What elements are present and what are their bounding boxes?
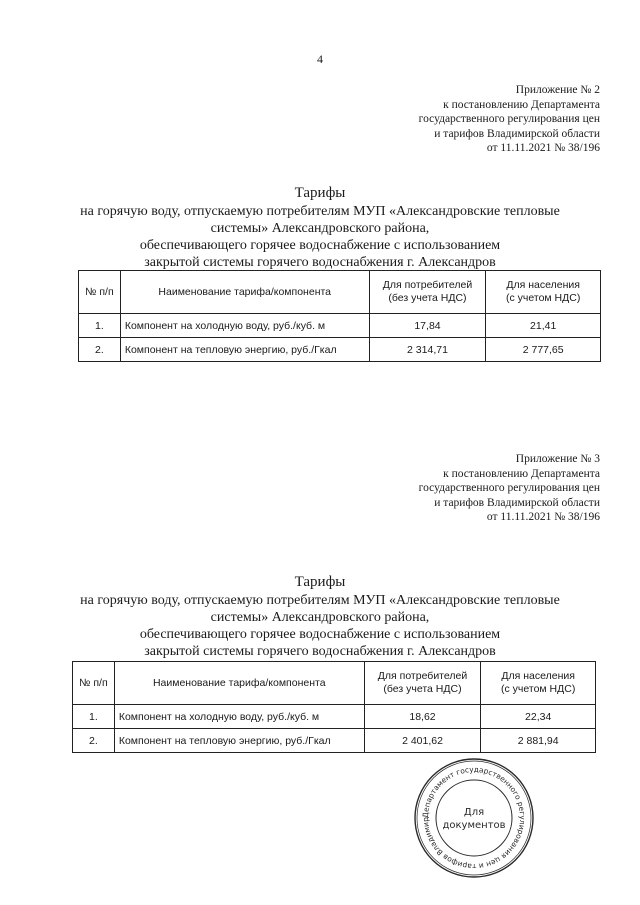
stamp-inner-ring [436, 780, 512, 856]
header-name: Наименование тарифа/компонента [120, 271, 369, 314]
appendix-line: и тарифов Владимирской области [434, 496, 600, 509]
section-line: закрытой системы горячего водоснабжения г. Александров [144, 255, 496, 270]
row-consumers-value: 18,62 [364, 705, 481, 729]
row-name: Компонент на тепловую энергию, руб./Гкал [120, 338, 369, 362]
header-consumers-line2: (без учета НДС) [383, 683, 462, 695]
appendix-title: Приложение № 3 [515, 453, 600, 465]
header-population-line1: Для населения [501, 670, 575, 682]
row-population-value: 2 777,65 [486, 338, 601, 362]
header-consumers-line1: Для потребителей [382, 279, 473, 291]
header-population-line2: (с учетом НДС) [506, 292, 581, 304]
row-num: 2. [79, 338, 121, 362]
row-num: 2. [73, 729, 115, 753]
table-header-row [79, 271, 601, 314]
header-num: № п/п [79, 271, 121, 314]
row-num: 1. [73, 705, 115, 729]
stamp-center-line2: документов [442, 820, 506, 831]
section-line: на горячую воду, отпускаемую потребителям МУП «Александровские тепловые [80, 593, 560, 608]
tariff-table-2 [78, 270, 601, 362]
row-consumers-value: 2 314,71 [369, 338, 486, 362]
appendix-3-header [419, 452, 600, 525]
tariff-table-3 [72, 661, 596, 753]
header-population [486, 271, 601, 314]
header-num: № п/п [73, 662, 115, 705]
section-title: Тарифы [294, 574, 346, 590]
section-2-heading [0, 184, 640, 271]
appendix-2-header [419, 83, 600, 156]
section-line: обеспечивающего горячее водоснабжение с использованием [139, 238, 501, 253]
header-population-line1: Для населения [506, 279, 580, 291]
header-consumers-line1: Для потребителей [377, 670, 468, 682]
appendix-line: к постановлению Департамента [443, 467, 600, 480]
stamp-outer-ring [415, 759, 533, 877]
row-population-value: 21,41 [486, 314, 601, 338]
row-population-value: 22,34 [481, 705, 596, 729]
stamp-ring-text: Департамент государственного регулирования цен и тарифов Владимир [420, 764, 528, 872]
header-consumers [364, 662, 481, 705]
table-row [79, 314, 601, 338]
header-population-line2: (с учетом НДС) [501, 683, 576, 695]
appendix-line: государственного регулирования цен [418, 113, 600, 125]
appendix-title: Приложение № 2 [515, 84, 600, 96]
stamp-outer-ring-inner [417, 761, 531, 875]
appendix-line: государственного регулирования цен [418, 482, 600, 494]
table-header-row [73, 662, 596, 705]
appendix-line: от 11.11.2021 № 38/196 [486, 511, 600, 523]
appendix-line: и тарифов Владимирской области [434, 127, 600, 140]
row-population-value: 2 881,94 [481, 729, 596, 753]
row-num: 1. [79, 314, 121, 338]
section-3-heading [0, 573, 640, 660]
stamp-seal [413, 757, 535, 879]
appendix-line: от 11.11.2021 № 38/196 [486, 142, 600, 154]
row-consumers-value: 2 401,62 [364, 729, 481, 753]
page-number: 4 [317, 52, 323, 66]
section-line: закрытой системы горячего водоснабжения г. Александров [144, 644, 496, 659]
appendix-line: к постановлению Департамента [443, 98, 600, 111]
row-name: Компонент на холодную воду, руб./куб. м [120, 314, 369, 338]
section-line: системы» Александровского района, [210, 221, 430, 236]
section-line: на горячую воду, отпускаемую потребителям МУП «Александровские тепловые [80, 204, 560, 219]
table-row [73, 729, 596, 753]
header-population [481, 662, 596, 705]
row-name: Компонент на тепловую энергию, руб./Гкал [114, 729, 364, 753]
header-name: Наименование тарифа/компонента [114, 662, 364, 705]
row-name: Компонент на холодную воду, руб./куб. м [114, 705, 364, 729]
header-consumers [369, 271, 486, 314]
row-consumers-value: 17,84 [369, 314, 486, 338]
section-title: Тарифы [294, 185, 346, 201]
stamp-center-line1: Для [463, 807, 485, 818]
table-row [79, 338, 601, 362]
section-line: системы» Александровского района, [210, 610, 430, 625]
header-consumers-line2: (без учета НДС) [388, 292, 467, 304]
table-row [73, 705, 596, 729]
official-stamp [413, 757, 535, 879]
section-line: обеспечивающего горячее водоснабжение с использованием [139, 627, 501, 642]
